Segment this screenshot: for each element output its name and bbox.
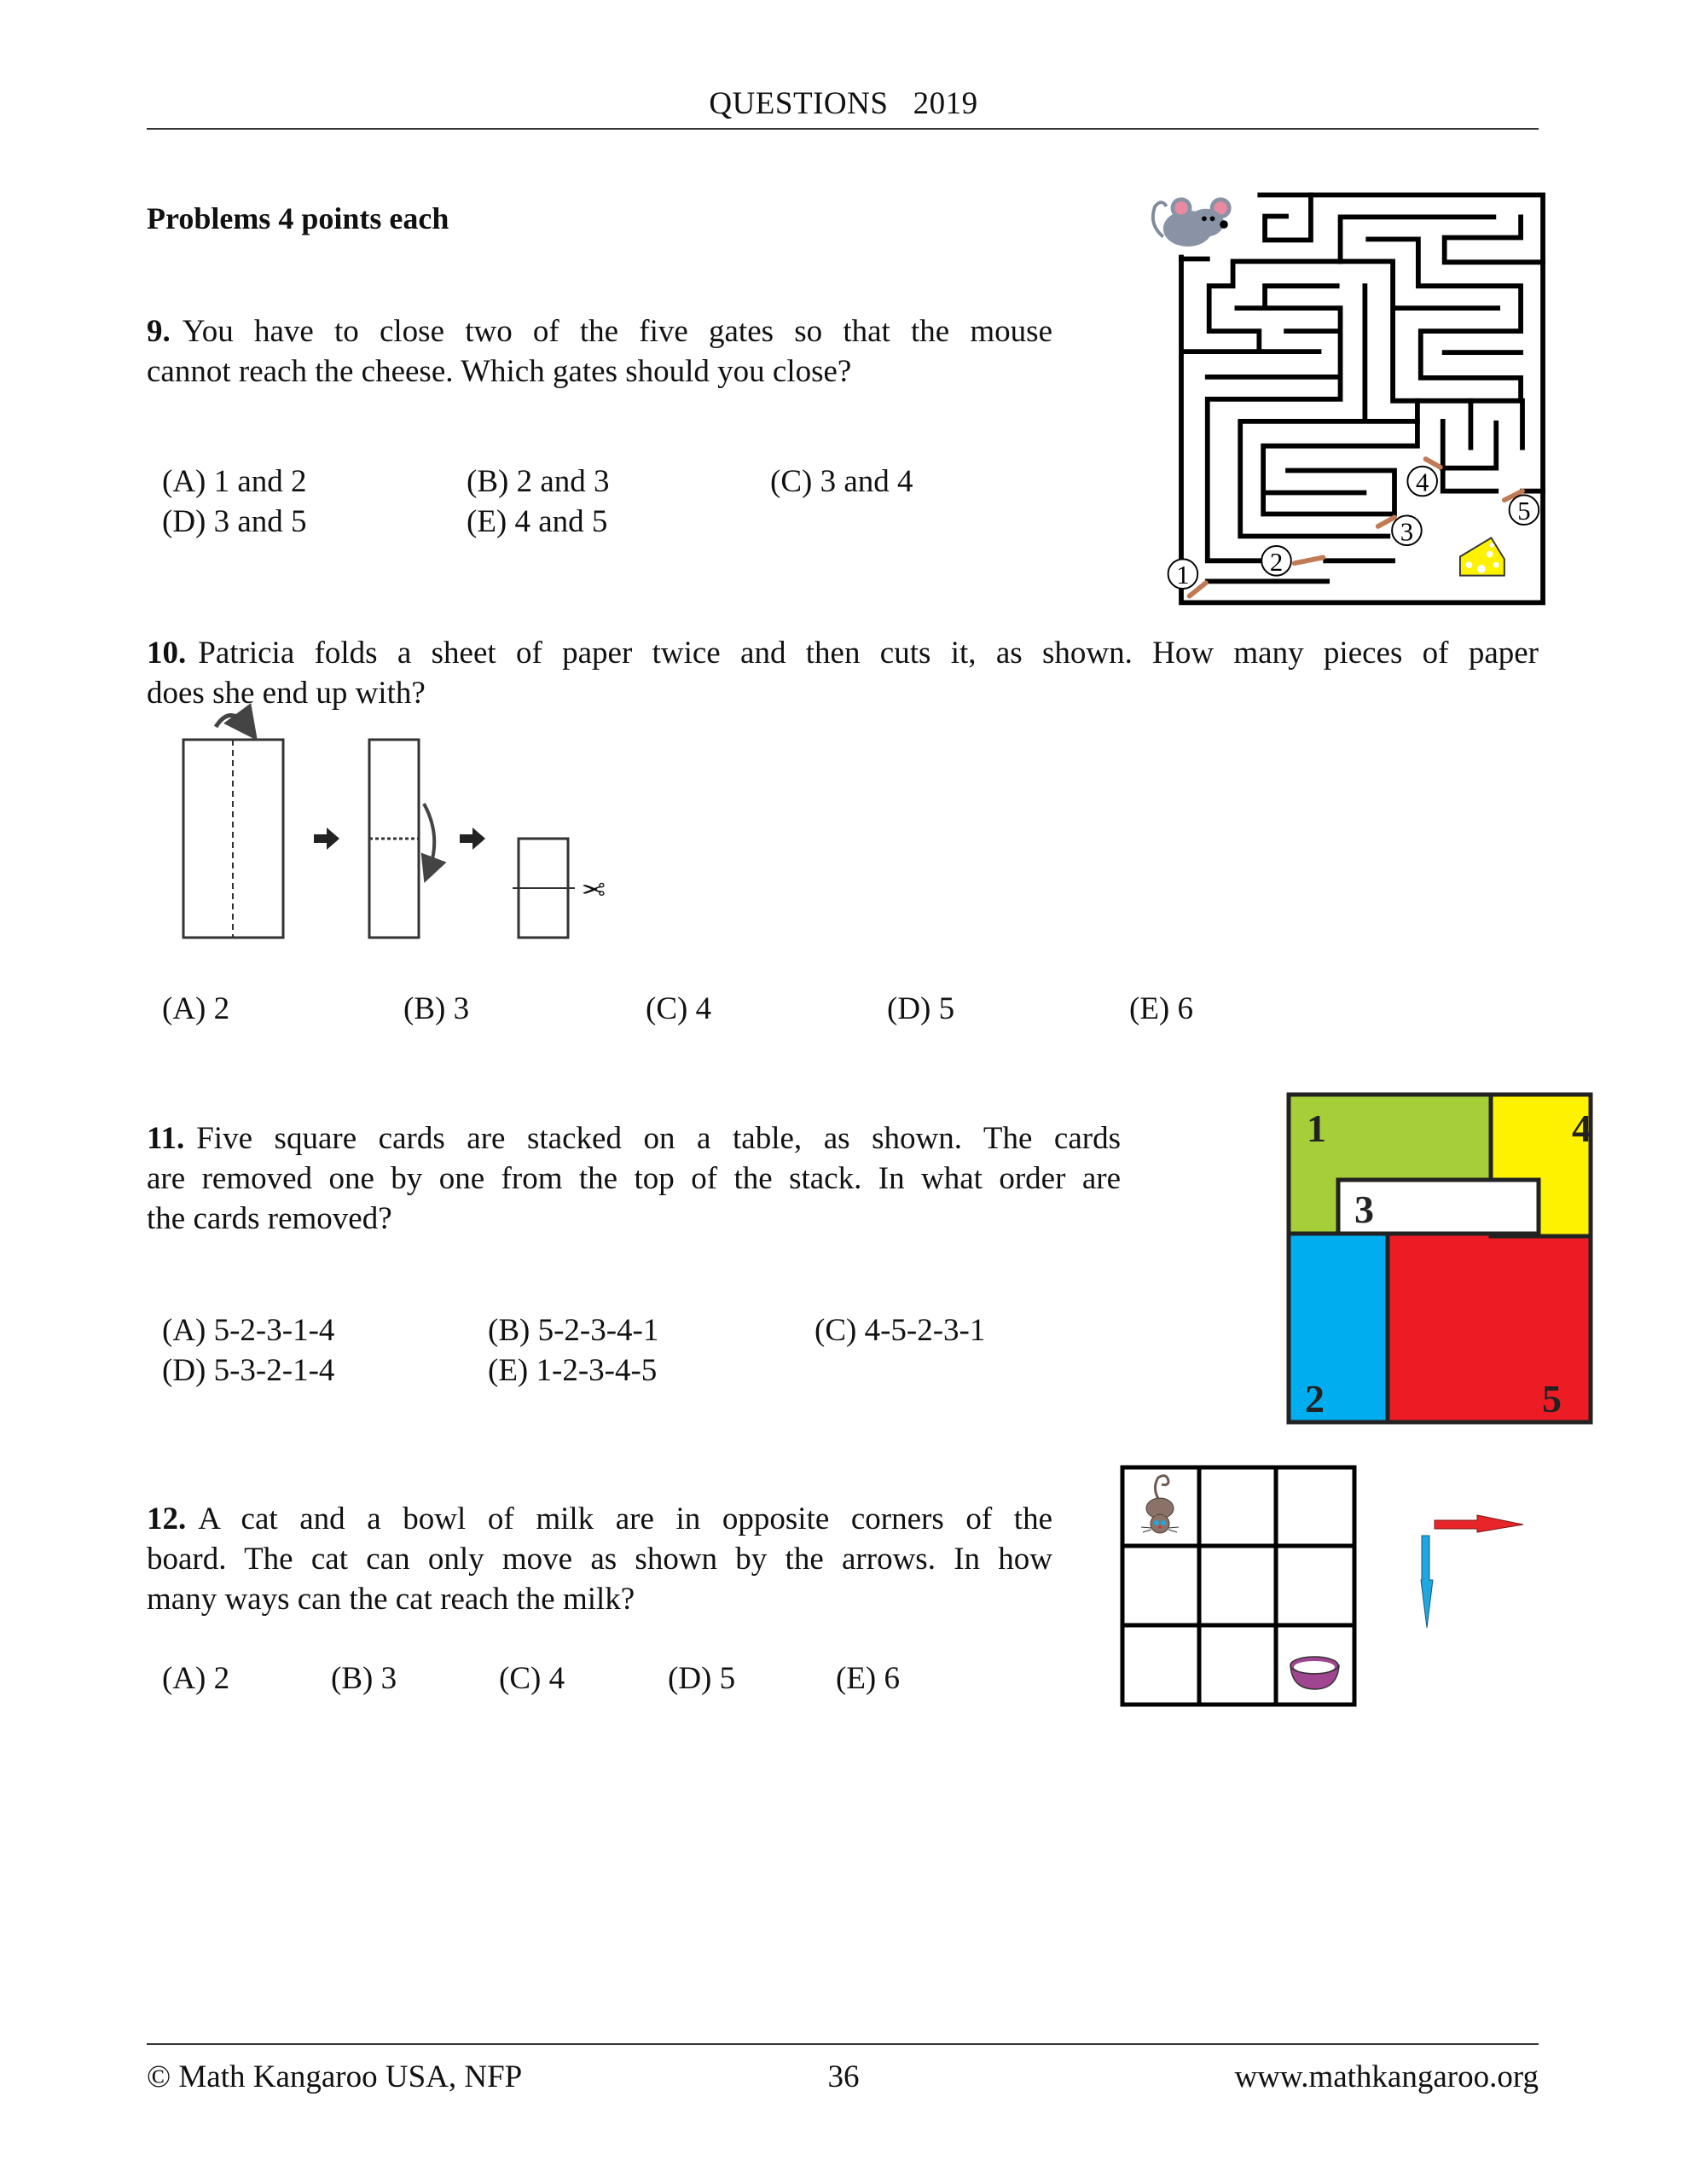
option-a[interactable]: (A) 1 and 2 bbox=[162, 464, 307, 499]
svg-text:4: 4 bbox=[1416, 468, 1429, 497]
arrow-right-icon bbox=[1435, 1515, 1523, 1532]
option-d[interactable]: (D) 5 bbox=[887, 991, 955, 1026]
option-a[interactable]: (A) 5-2-3-1-4 bbox=[162, 1313, 335, 1348]
problem-number: 10. bbox=[147, 636, 187, 671]
svg-text:3: 3 bbox=[1354, 1188, 1374, 1231]
mouse-icon bbox=[1153, 197, 1232, 247]
option-b[interactable]: (B) 5-2-3-4-1 bbox=[488, 1313, 659, 1348]
problem-line: does she end up with? bbox=[147, 676, 426, 711]
problem-number: 11. bbox=[147, 1121, 185, 1156]
option-e[interactable]: (E) 1-2-3-4-5 bbox=[488, 1353, 658, 1388]
option-c[interactable]: (C) 4-5-2-3-1 bbox=[815, 1313, 986, 1348]
svg-text:3: 3 bbox=[1400, 517, 1414, 547]
problem-line: You have to close two of the five gates so that the mouse bbox=[182, 314, 1052, 349]
svg-text:5: 5 bbox=[1542, 1377, 1562, 1420]
problem-line: many ways can the cat reach the milk? bbox=[147, 1582, 635, 1617]
svg-text:4: 4 bbox=[1572, 1107, 1591, 1150]
option-d[interactable]: (D) 3 and 5 bbox=[162, 504, 307, 539]
header-year: 2019 bbox=[913, 86, 978, 121]
milk-bowl-icon bbox=[1290, 1657, 1339, 1689]
cat-grid-figure bbox=[1109, 1442, 1569, 1715]
option-d[interactable]: (D) 5-3-2-1-4 bbox=[162, 1353, 335, 1388]
option-b[interactable]: (B) 3 bbox=[331, 1661, 397, 1696]
header-title: QUESTIONS bbox=[709, 86, 889, 121]
option-c[interactable]: (C) 4 bbox=[499, 1661, 565, 1696]
option-b[interactable]: (B) 3 bbox=[403, 991, 470, 1026]
scissors-icon: ✂ bbox=[581, 871, 606, 905]
card-2 bbox=[1289, 1234, 1388, 1422]
folding-figure bbox=[171, 700, 1058, 956]
svg-text:5: 5 bbox=[1517, 497, 1531, 526]
option-a[interactable]: (A) 2 bbox=[162, 991, 230, 1026]
problem-12-text bbox=[147, 1499, 1052, 1619]
header-rule bbox=[147, 128, 1539, 130]
section-title: Problems 4 points each bbox=[147, 201, 449, 235]
option-c[interactable]: (C) 4 bbox=[646, 991, 712, 1026]
maze-figure bbox=[1139, 175, 1565, 619]
option-c[interactable]: (C) 3 and 4 bbox=[770, 464, 913, 499]
problem-line: A cat and a bowl of milk are in opposite corners of the bbox=[198, 1502, 1052, 1536]
svg-text:1: 1 bbox=[1176, 561, 1190, 590]
problem-line: Patricia folds a sheet of paper twice and then cuts it, as shown. How many pieces of paper bbox=[198, 636, 1539, 671]
problem-line: Five square cards are stacked on a table, as shown. The cards bbox=[196, 1121, 1121, 1156]
option-e[interactable]: (E) 6 bbox=[1129, 991, 1193, 1026]
problem-line: the cards removed? bbox=[147, 1201, 392, 1236]
problem-number: 9. bbox=[147, 314, 171, 349]
footer-rule bbox=[147, 2043, 1539, 2045]
option-e[interactable]: (E) 4 and 5 bbox=[467, 504, 608, 539]
problem-11-text bbox=[147, 1118, 1121, 1239]
copyright-icon: © bbox=[147, 2059, 171, 2094]
option-e[interactable]: (E) 6 bbox=[836, 1661, 900, 1696]
svg-text:2: 2 bbox=[1269, 547, 1284, 577]
stacked-cards-figure bbox=[1286, 1092, 1593, 1433]
problem-line: are removed one by one from the top of the stack. In what order are bbox=[147, 1161, 1121, 1196]
cheese-icon bbox=[1460, 537, 1504, 575]
problem-9-text bbox=[147, 311, 1052, 392]
option-b[interactable]: (B) 2 and 3 bbox=[467, 464, 610, 499]
svg-text:1: 1 bbox=[1307, 1107, 1326, 1150]
problem-line: cannot reach the cheese. Which gates should you close? bbox=[147, 354, 852, 389]
footer-org: Math Kangaroo USA, NFP bbox=[178, 2059, 523, 2094]
option-a[interactable]: (A) 2 bbox=[162, 1661, 230, 1696]
footer-url[interactable]: www.mathkangaroo.org bbox=[1234, 2059, 1539, 2094]
option-d[interactable]: (D) 5 bbox=[668, 1661, 736, 1696]
problem-line: board. The cat can only move as shown by the arrows. In how bbox=[147, 1542, 1052, 1577]
svg-text:2: 2 bbox=[1305, 1377, 1325, 1420]
page-header bbox=[0, 85, 1687, 122]
arrow-down-icon bbox=[1421, 1536, 1433, 1628]
problem-number: 12. bbox=[147, 1502, 187, 1536]
page-number: 36 bbox=[827, 2059, 860, 2094]
